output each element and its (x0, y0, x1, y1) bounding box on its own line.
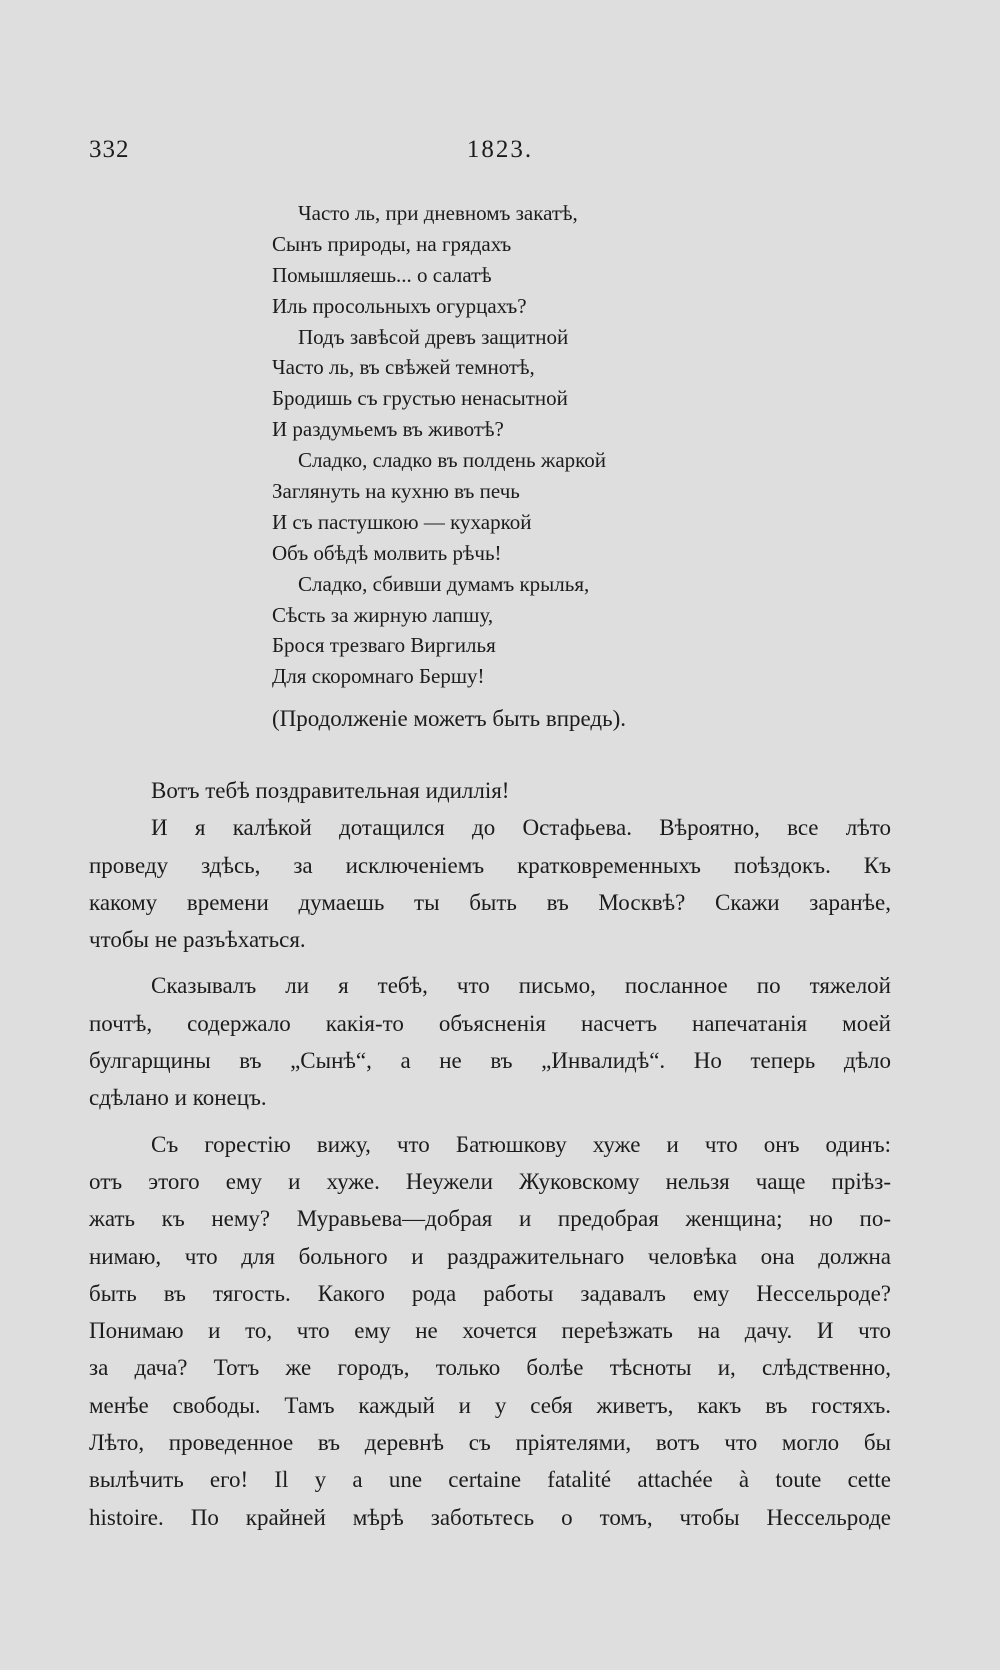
poem-line: Часто ль, при дневномъ закатѣ, (298, 201, 578, 225)
letter-text (89, 772, 891, 1536)
prose-line: Сказывалъ ли я тебѣ, что письмо, посланное по тяжелой (151, 973, 891, 999)
poem-line: Сынъ природы, на грядахъ (272, 231, 512, 256)
running-head-year: 1823. (466, 136, 534, 163)
poem-line: Брося трезваго Виргилья (272, 633, 496, 658)
poem-line: Сладко, сладко въ полдень жаркой (298, 448, 607, 473)
prose-line: Съ горестію вижу, что Батюшкову хуже и что онъ одинъ: (151, 1131, 891, 1157)
poem-line: Заглянуть на кухню въ печь (272, 479, 520, 504)
prose-line: И я калѣкой дотащился до Остафьева. Вѣроятно, все лѣто (151, 815, 891, 841)
poem-line: Объ обѣдѣ молвить рѣчь! (272, 540, 502, 565)
prose-line: чтобы не разъѣхаться. (89, 927, 306, 953)
paragraph-gap (89, 958, 891, 967)
poem-line: Иль просольныхъ огурцахъ? (272, 293, 527, 318)
prose-line: какому времени думаешь ты быть въ Москвѣ? Скажи заранѣе, (89, 889, 891, 915)
prose-line: сдѣлано и конецъ. (89, 1085, 267, 1111)
prose-line: менѣе свободы. Тамъ каждый и у себя живетъ, какъ въ гостяхъ. (89, 1392, 891, 1418)
page-number: 332 (89, 136, 130, 163)
prose-line: отъ этого ему и хуже. Неужели Жуковскому нельзя чаще пріѣз- (89, 1168, 891, 1194)
poem-line: Подъ завѣсой древъ защитной (298, 324, 569, 349)
poem-line: И раздумьемъ въ животѣ? (272, 417, 504, 442)
poem-line: Сладко, сбивши думамъ крылья, (298, 571, 590, 596)
prose-line: Лѣто, проведенное въ деревнѣ съ пріятелями, вотъ что могло бы (89, 1430, 891, 1456)
poem-continuation-note: (Продолженіе можетъ быть впредь). (272, 706, 627, 731)
prose-line: Понимаю и то, что ему не хочется переѣзжать на дачу. И что (89, 1318, 891, 1344)
prose-line: булгарщины въ „Сынѣ“, а не въ „Инвалидѣ“. Но теперь дѣло (89, 1048, 891, 1074)
prose-line: histoire. По крайней мѣрѣ заботьтесь о томъ, чтобы Нессельроде (89, 1504, 891, 1530)
poem-line: Часто ль, въ свѣжей темнотѣ, (272, 355, 535, 380)
prose-line: быть въ тягость. Какого рода работы задавалъ ему Нессельроде? (89, 1280, 891, 1306)
poem-line: Сѣсть за жирную лапшу, (272, 602, 494, 627)
poem-line: Бродишь съ грустью ненасытной (272, 386, 568, 411)
prose-line: вылѣчить его! Il y a une certaine fatalité attachée à toute cette (89, 1467, 891, 1493)
prose-line: за дача? Тотъ же городъ, только болѣе тѣсноты и, слѣдственно, (89, 1355, 891, 1381)
prose-line: нимаю, что для больного и раздражительнаго человѣка она должна (89, 1243, 891, 1269)
poem-line: Для скоромнаго Бершу! (272, 664, 485, 689)
poem-line: Помышляешь... о салатѣ (272, 262, 492, 287)
prose-line: Вотъ тебѣ поздравительная идиллія! (151, 778, 510, 803)
poem-line: И съ пастушкою — кухаркой (272, 509, 532, 534)
prose-line: жать къ нему? Муравьева—добрая и предобрая женщина; но по- (89, 1206, 891, 1232)
prose-line: почтѣ, содержало какія-то объясненія насчетъ напечатанія моей (89, 1010, 891, 1036)
prose-line: проведу здѣсь, за исключеніемъ кратковременныхъ поѣздокъ. Къ (89, 852, 891, 878)
paragraph-gap (89, 1117, 891, 1126)
poem (272, 198, 712, 692)
